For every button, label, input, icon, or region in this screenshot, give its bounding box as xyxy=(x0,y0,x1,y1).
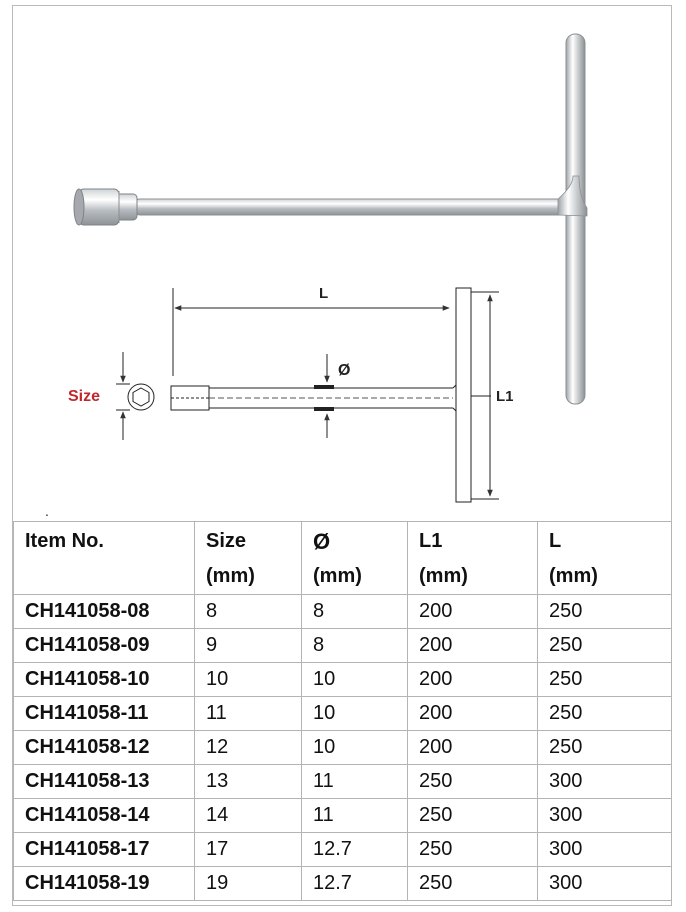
l-cell: 250 xyxy=(538,595,672,629)
l1-cell: 200 xyxy=(408,595,538,629)
diameter-cell: 11 xyxy=(302,799,408,833)
diameter-cell: 10 xyxy=(302,697,408,731)
diameter-cell: 10 xyxy=(302,663,408,697)
size-cell: 10 xyxy=(195,663,302,697)
table-row xyxy=(14,697,672,731)
dimension-label-l1: L1 xyxy=(496,388,514,405)
item-no-cell: CH141058-17 xyxy=(14,833,195,867)
product-card xyxy=(12,5,672,906)
diameter-cell: 10 xyxy=(302,731,408,765)
l-cell: 300 xyxy=(538,833,672,867)
table-row xyxy=(14,765,672,799)
l1-cell: 250 xyxy=(408,833,538,867)
table-row xyxy=(14,629,672,663)
size-cell: 17 xyxy=(195,833,302,867)
item-no-cell: CH141058-10 xyxy=(14,663,195,697)
item-no-cell: CH141058-13 xyxy=(14,765,195,799)
l-cell: 250 xyxy=(538,697,672,731)
l1-cell: 200 xyxy=(408,629,538,663)
l-cell: 300 xyxy=(538,765,672,799)
table-body xyxy=(14,595,672,901)
item-no-cell: CH141058-08 xyxy=(14,595,195,629)
header-l: L (mm) xyxy=(538,522,672,595)
size-cell: 14 xyxy=(195,799,302,833)
size-cell: 12 xyxy=(195,731,302,765)
l1-cell: 200 xyxy=(408,731,538,765)
l-cell: 300 xyxy=(538,799,672,833)
size-cell: 19 xyxy=(195,867,302,901)
table-row xyxy=(14,867,672,901)
size-cell: 11 xyxy=(195,697,302,731)
dimension-label-size: Size xyxy=(68,388,101,405)
l1-cell: 250 xyxy=(408,799,538,833)
specification-table xyxy=(13,521,672,901)
l-cell: 250 xyxy=(538,731,672,765)
item-no-cell: CH141058-11 xyxy=(14,697,195,731)
diameter-cell: 11 xyxy=(302,765,408,799)
table-header-row xyxy=(14,522,672,595)
item-no-cell: CH141058-12 xyxy=(14,731,195,765)
l-cell: 250 xyxy=(538,663,672,697)
size-cell: 13 xyxy=(195,765,302,799)
l1-cell: 200 xyxy=(408,697,538,731)
dimension-label-diameter: Ø xyxy=(338,362,351,379)
table-row xyxy=(14,731,672,765)
item-no-cell: CH141058-09 xyxy=(14,629,195,663)
header-l1: L1 (mm) xyxy=(408,522,538,595)
l1-cell: 250 xyxy=(408,867,538,901)
l-cell: 250 xyxy=(538,629,672,663)
header-size: Size (mm) xyxy=(195,522,302,595)
header-item-no: Item No. xyxy=(14,522,195,595)
diameter-cell: 12.7 xyxy=(302,833,408,867)
diameter-cell: 8 xyxy=(302,595,408,629)
item-no-cell: CH141058-19 xyxy=(14,867,195,901)
l-cell: 300 xyxy=(538,867,672,901)
l1-cell: 250 xyxy=(408,765,538,799)
product-figure xyxy=(13,6,671,521)
t-handle-wrench-image xyxy=(74,34,587,404)
diameter-cell: 8 xyxy=(302,629,408,663)
dimension-label-l: L xyxy=(319,285,329,302)
header-diameter: Ø (mm) xyxy=(302,522,408,595)
table-row xyxy=(14,799,672,833)
size-cell: 9 xyxy=(195,629,302,663)
table-row xyxy=(14,833,672,867)
dimension-drawing xyxy=(116,288,499,502)
item-no-cell: CH141058-14 xyxy=(14,799,195,833)
l1-cell: 200 xyxy=(408,663,538,697)
table-row xyxy=(14,595,672,629)
stray-dot: . xyxy=(45,503,49,519)
table-row xyxy=(14,663,672,697)
diameter-cell: 12.7 xyxy=(302,867,408,901)
size-cell: 8 xyxy=(195,595,302,629)
